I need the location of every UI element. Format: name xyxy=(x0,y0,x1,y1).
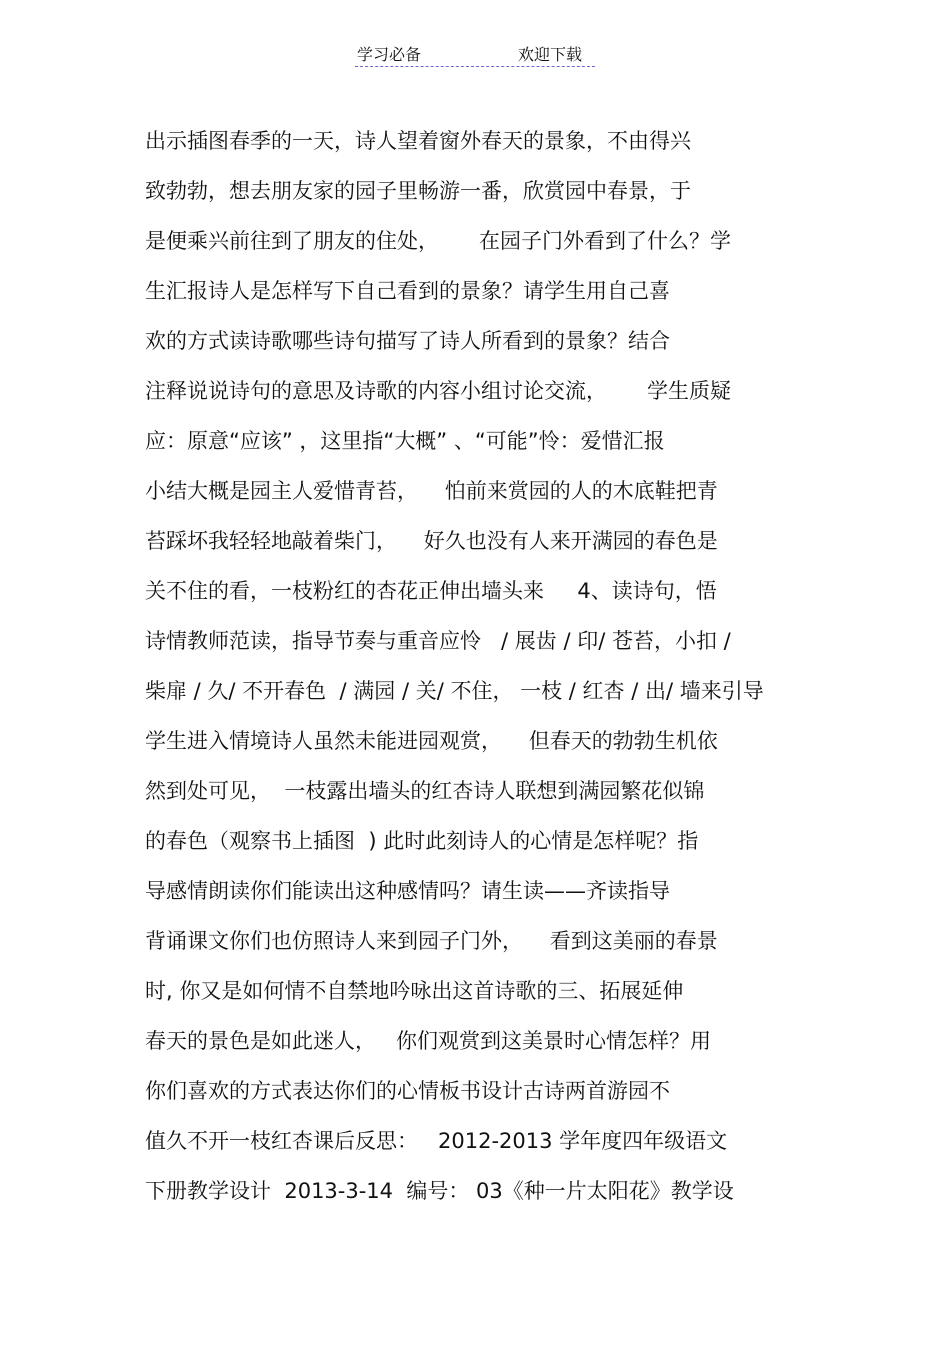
text-line: 然到处可见， 一枝露出墙头的红杏诗人联想到满园繁花似锦 xyxy=(145,779,705,803)
text-line: 关不住的看，一枝粉红的杏花正伸出墙头来 4、读诗句，悟 xyxy=(145,579,717,603)
text-line: 的春色（观察书上插图 ) 此时此刻诗人的心情是怎样呢？指 xyxy=(145,829,699,853)
text-line: 柴扉 / 久/ 不开春色 / 满园 / 关/ 不住， 一枝 / 红杏 / 出/ 墙来引导 xyxy=(145,679,764,703)
document-body xyxy=(145,120,845,1220)
text-line: 是便乘兴前往到了朋友的住处， 在园子门外看到了什么？学 xyxy=(145,229,732,253)
text-line: 值久不开一枝红杏课后反思： 2012-2013 学年度四年级语文 xyxy=(145,1129,728,1153)
page-header xyxy=(355,40,595,67)
text-line: 时, 你又是如何情不自禁地吟咏出这首诗歌的三、拓展延伸 xyxy=(145,979,684,1003)
text-line: 生汇报诗人是怎样写下自己看到的景象？请学生用自己喜 xyxy=(145,279,670,303)
header-right-text: 欢迎下载 xyxy=(518,45,583,64)
text-line: 致勃勃，想去朋友家的园子里畅游一番，欣赏园中春景，于 xyxy=(145,179,691,203)
text-line: 春天的景色是如此迷人， 你们观赏到这美景时心情怎样？用 xyxy=(145,1029,712,1053)
text-line: 背诵课文你们也仿照诗人来到园子门外， 看到这美丽的春景 xyxy=(145,929,718,953)
text-line: 应：原意“应该” ，这里指“大概” 、“可能”怜：爱惜汇报 xyxy=(145,429,665,453)
text-line: 注释说说诗句的意思及诗歌的内容小组讨论交流， 学生质疑 xyxy=(145,379,732,403)
text-line: 诗情教师范读，指导节奏与重音应怜 / 展齿 / 印/ 苍苔，小扣 / xyxy=(145,629,731,653)
text-line: 学生进入情境诗人虽然未能进园观赏， 但春天的勃勃生机依 xyxy=(145,729,718,753)
header-left-text: 学习必备 xyxy=(357,45,422,64)
text-line: 苔踩坏我轻轻地敲着柴门， 好久也没有人来开满园的春色是 xyxy=(145,529,718,553)
text-line: 欢的方式读诗歌哪些诗句描写了诗人所看到的景象？结合 xyxy=(145,329,670,353)
text-line: 下册教学设计 2013-3-14 编号： 03《种一片太阳花》教学设 xyxy=(145,1179,734,1203)
text-line: 你们喜欢的方式表达你们的心情板书设计古诗两首游园不 xyxy=(145,1079,670,1103)
text-line: 导感情朗读你们能读出这种感情吗？请生读——齐读指导 xyxy=(145,879,670,903)
text-line: 出示插图春季的一天，诗人望着窗外春天的景象，不由得兴 xyxy=(145,129,691,153)
text-line: 小结大概是园主人爱惜青苔， 怕前来赏园的人的木底鞋把青 xyxy=(145,479,718,503)
